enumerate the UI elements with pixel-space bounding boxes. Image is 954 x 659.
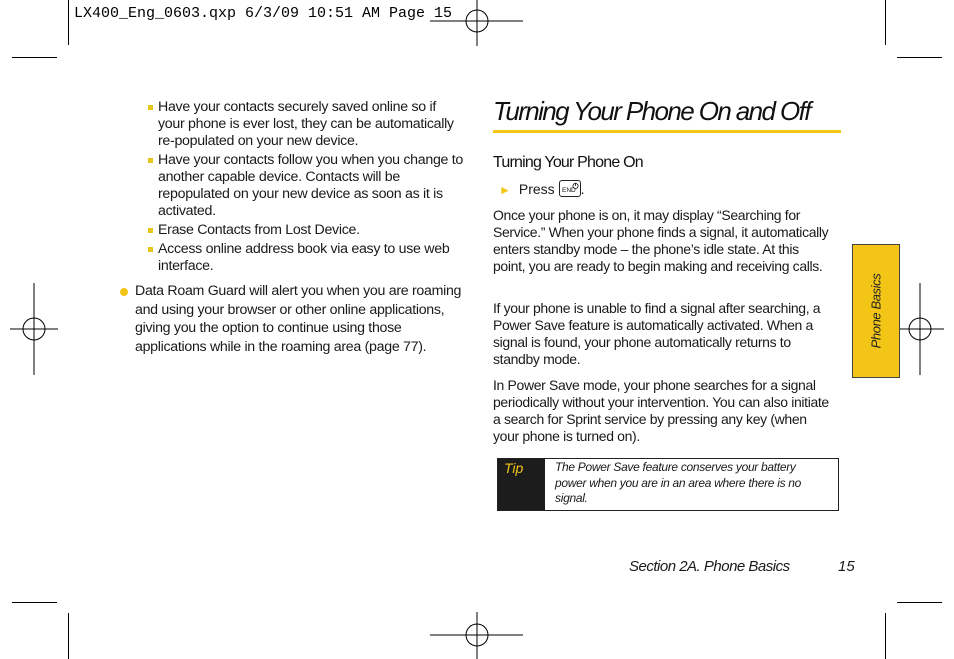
main-bullet: Data Roam Guard will alert you when you are roaming and using your browser or other online applications, giving you the option to continue using those applications while in the roaming area (page 77).	[120, 282, 466, 356]
end-power-key-icon	[559, 180, 581, 197]
tip-text: The Power Save feature conserves your battery power when you are in an area where there is no signal.	[555, 460, 802, 505]
square-bullet-icon	[148, 158, 153, 163]
square-bullet-icon	[148, 105, 153, 110]
sub-bullet: Access online address book via easy to use web interface.	[148, 241, 466, 275]
footer-section-title: Section 2A. Phone Basics	[629, 558, 790, 575]
svg-text:END: END	[561, 187, 576, 194]
crop-mark	[68, 613, 69, 659]
step-instruction: ► Press END .	[499, 181, 585, 197]
title-rule	[493, 130, 841, 133]
crop-mark	[897, 602, 942, 603]
print-slug: LX400_Eng_0603.qxp 6/3/09 10:51 AM Page 15	[74, 5, 453, 22]
crop-mark	[12, 57, 57, 58]
crop-mark	[12, 602, 57, 603]
registration-mark-icon	[10, 283, 60, 375]
crop-mark	[885, 0, 886, 45]
section-side-tab	[852, 244, 900, 378]
crop-mark	[897, 57, 942, 58]
square-bullet-icon	[148, 247, 153, 252]
sub-bullet: Have your contacts follow you when you change to another capable device. Contacts will be repopulated on your new device as soon as it is activated.	[148, 152, 466, 220]
crop-mark	[68, 0, 69, 45]
square-bullet-icon	[148, 228, 153, 233]
round-bullet-icon	[120, 288, 128, 296]
tip-label: Tip	[504, 460, 524, 476]
body-paragraph: In Power Save mode, your phone searches for a signal periodically without your intervention. You can also initiate a search for Sprint service by pressing any key (when your phone is turned on).	[493, 377, 829, 444]
sub-bullet: Have your contacts securely saved online so if your phone is ever lost, they can be automatically re-populated on your new device.	[148, 99, 466, 150]
triangle-arrow-icon: ►	[499, 183, 511, 197]
page-title: Turning Your Phone On and Off	[493, 96, 810, 126]
body-paragraph: If your phone is unable to find a signal after searching, a Power Save feature is automatically activated. When a signal is found, your phone automatically returns to standby mode.	[493, 300, 821, 367]
side-tab-label: Phone Basics	[868, 273, 884, 349]
section-subheading: Turning Your Phone On	[493, 154, 643, 171]
registration-mark-icon	[896, 283, 946, 375]
registration-mark-icon	[430, 612, 525, 659]
tip-box	[497, 458, 839, 511]
sub-bullet: Erase Contacts from Lost Device.	[148, 222, 466, 239]
registration-mark-icon	[430, 0, 525, 50]
tip-label-panel	[498, 459, 545, 510]
body-paragraph: Once your phone is on, it may display “Searching for Service.” When your phone finds a signal, it automatically enters standby mode – the phone’s idle state. At this point, you are ready to begin making and receiving calls.	[493, 207, 829, 274]
crop-mark	[885, 613, 886, 659]
page-number: 15	[838, 558, 855, 575]
